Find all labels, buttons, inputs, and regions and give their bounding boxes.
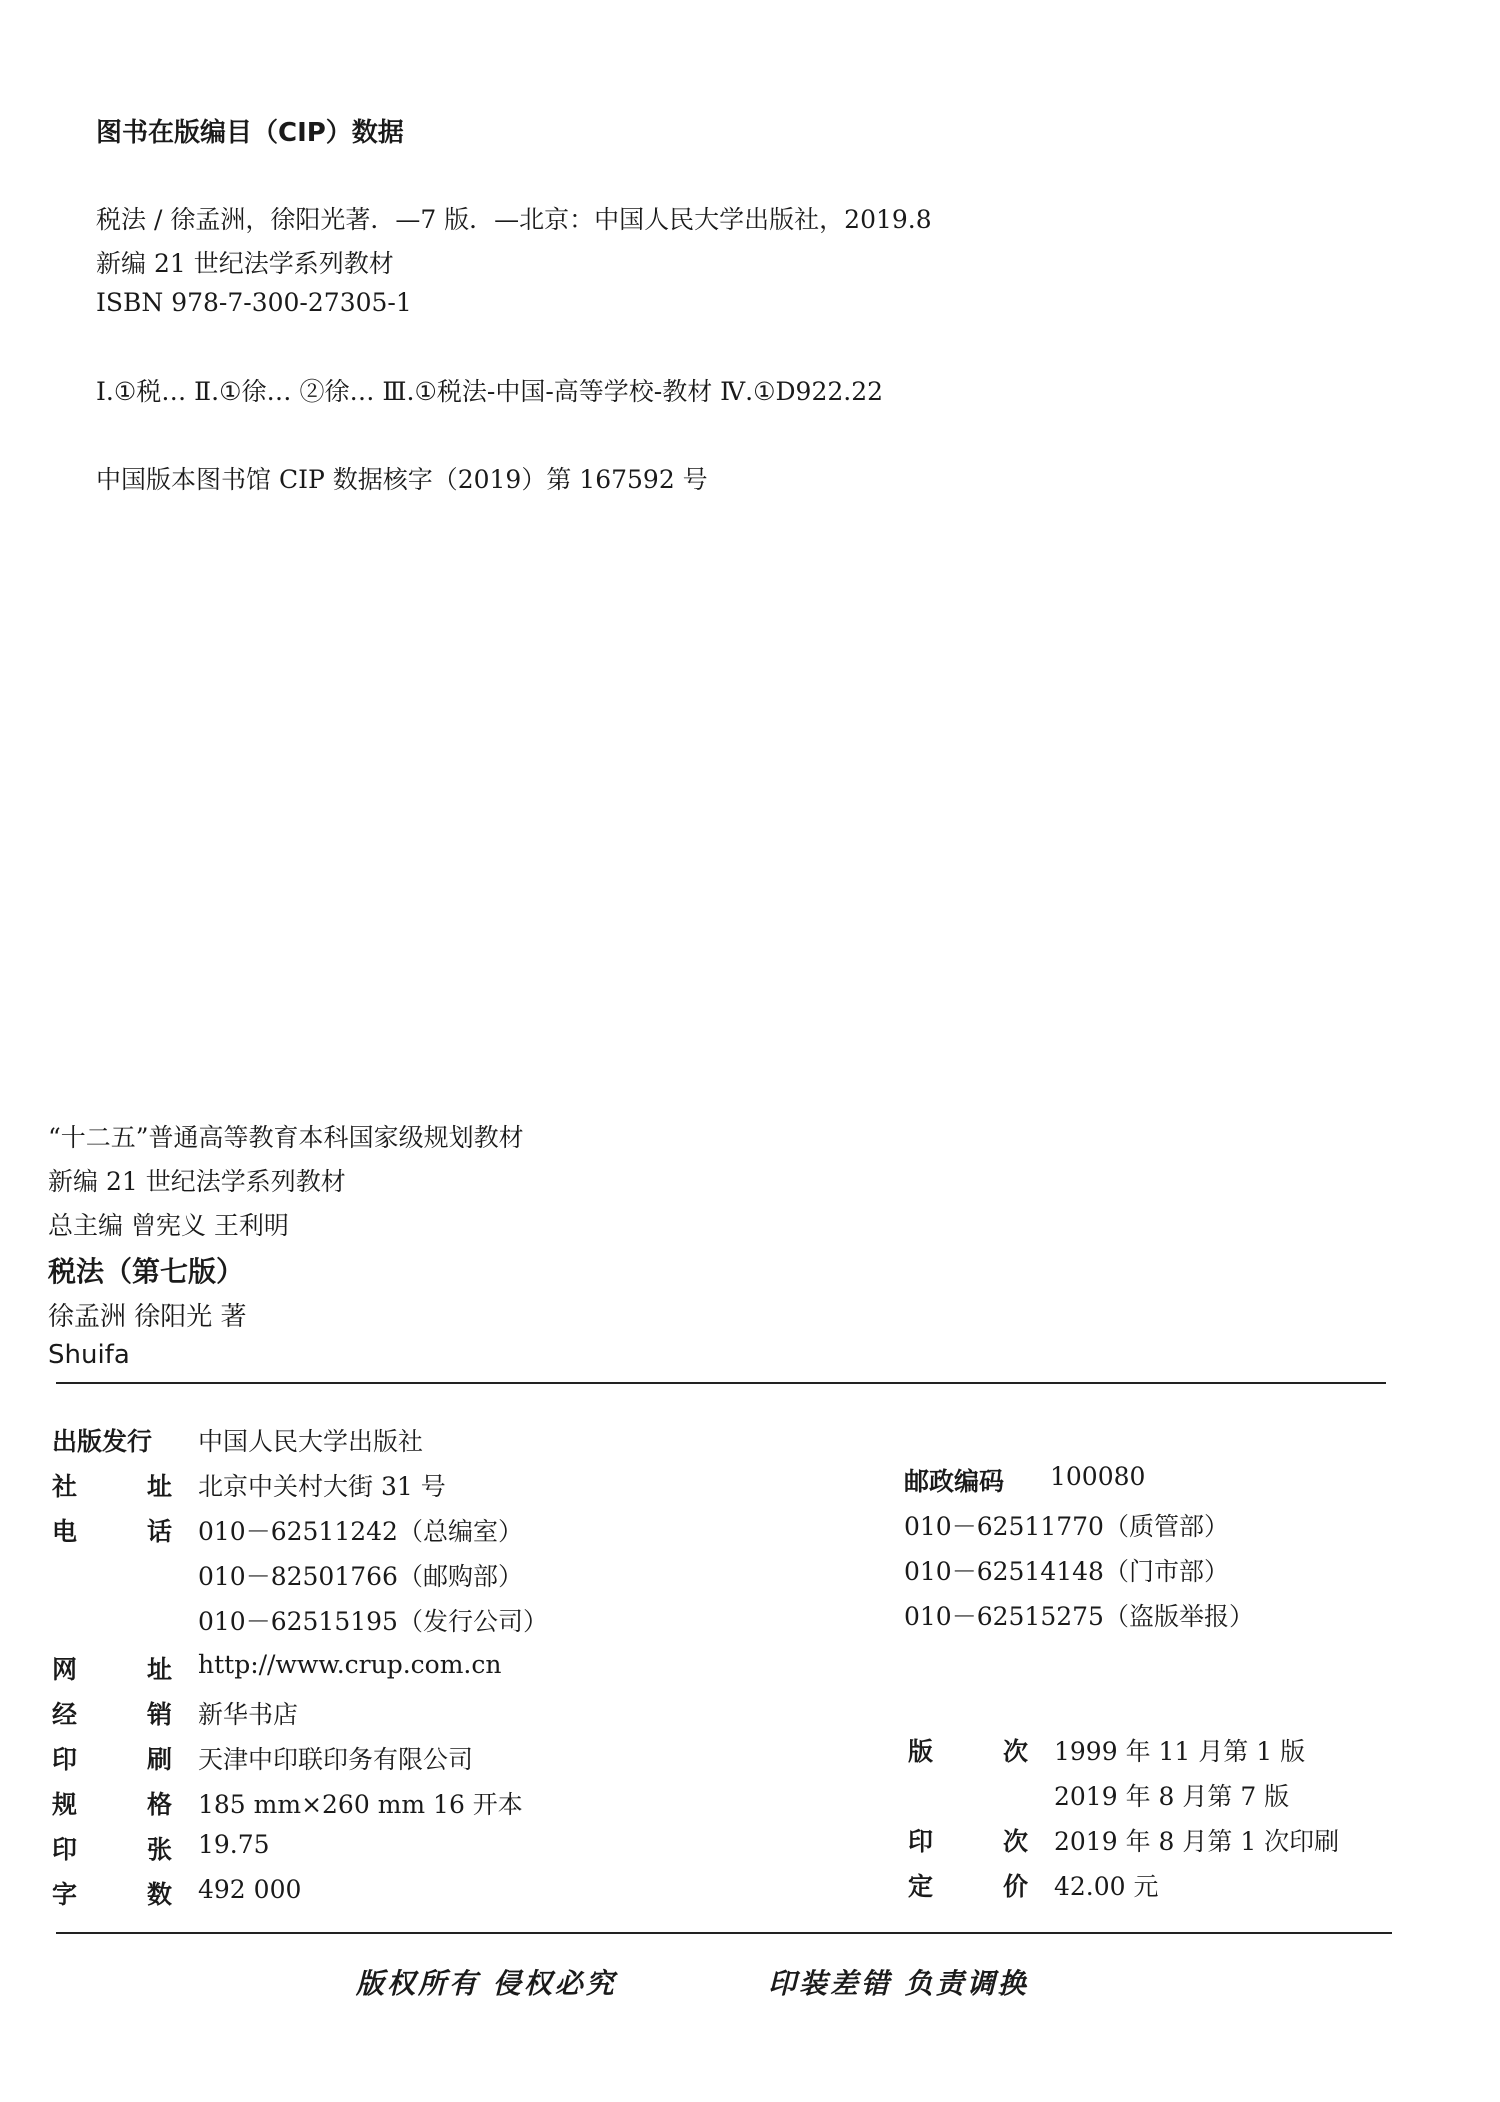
cip-classification: Ⅰ.①税… Ⅱ.①徐… ②徐… Ⅲ.①税法-中国-高等学校-教材 Ⅳ.①D922.22 — [96, 377, 884, 406]
book-title: 税法（第七版） — [48, 1255, 245, 1288]
publisher-label: 出版发行 — [52, 1427, 153, 1456]
distributor-value: 新华书店 — [198, 1700, 299, 1729]
phone-right-1: 010－62511770（质管部） — [904, 1512, 1229, 1541]
sheets-label: 印 张 — [52, 1835, 172, 1864]
price-label: 定 价 — [908, 1872, 1028, 1901]
website-value: http://www.crup.com.cn — [198, 1650, 502, 1679]
words-value: 492 000 — [198, 1875, 302, 1904]
edition-current: 2019 年 8 月第 7 版 — [1054, 1782, 1290, 1811]
postcode-value: 100080 — [1050, 1462, 1146, 1491]
book-pinyin-title: Shuifa — [48, 1340, 130, 1370]
series-editors-line: 总主编 曾宪义 王利明 — [48, 1211, 289, 1240]
words-label: 字 数 — [52, 1880, 172, 1909]
cip-record-number: 中国版本图书馆 CIP 数据核字（2019）第 167592 号 — [96, 465, 708, 494]
cip-bibliographic-line: 税法 / 徐孟洲，徐阳光著．—7 版．—北京：中国人民大学出版社，2019.8 — [96, 205, 932, 234]
series-plan-line: “十二五”普通高等教育本科国家级规划教材 — [48, 1123, 524, 1152]
phone-label: 电 话 — [52, 1517, 172, 1546]
sheets-value: 19.75 — [198, 1830, 270, 1859]
bottom-divider — [56, 1932, 1392, 1934]
phone-right-2: 010－62514148（门市部） — [904, 1557, 1229, 1586]
errors-slogan: 印装差错 负责调换 — [768, 1967, 1029, 2000]
publisher-value: 中国人民大学出版社 — [198, 1427, 424, 1456]
distributor-label: 经 销 — [52, 1700, 172, 1729]
price-value: 42.00 元 — [1054, 1872, 1159, 1901]
postcode-label: 邮政编码 — [904, 1467, 1005, 1496]
series-name-line: 新编 21 世纪法学系列教材 — [48, 1167, 346, 1196]
printing-value: 2019 年 8 月第 1 次印刷 — [1054, 1827, 1340, 1856]
format-label: 规 格 — [52, 1790, 172, 1819]
phone-left-3: 010－62515195（发行公司） — [198, 1607, 548, 1636]
edition-first: 1999 年 11 月第 1 版 — [1054, 1737, 1306, 1766]
cip-series-line: 新编 21 世纪法学系列教材 — [96, 249, 394, 278]
book-authors: 徐孟洲 徐阳光 著 — [48, 1302, 247, 1332]
top-divider — [56, 1382, 1386, 1384]
address-value: 北京中关村大街 31 号 — [198, 1472, 446, 1501]
format-value: 185 mm×260 mm 16 开本 — [198, 1790, 523, 1819]
printer-value: 天津中印联印务有限公司 — [198, 1745, 474, 1774]
cip-heading: 图书在版编目（CIP）数据 — [96, 118, 404, 148]
phone-left-2: 010－82501766（邮购部） — [198, 1562, 523, 1591]
address-label: 社 址 — [52, 1472, 172, 1501]
cip-isbn: ISBN 978-7-300-27305-1 — [96, 288, 412, 317]
printer-label: 印 刷 — [52, 1745, 172, 1774]
rights-slogan: 版权所有 侵权必究 — [356, 1967, 617, 2000]
phone-left-1: 010－62511242（总编室） — [198, 1517, 523, 1546]
edition-label: 版 次 — [908, 1737, 1028, 1766]
phone-right-3: 010－62515275（盗版举报） — [904, 1602, 1254, 1631]
website-label: 网 址 — [52, 1655, 172, 1684]
printing-label: 印 次 — [908, 1827, 1028, 1856]
